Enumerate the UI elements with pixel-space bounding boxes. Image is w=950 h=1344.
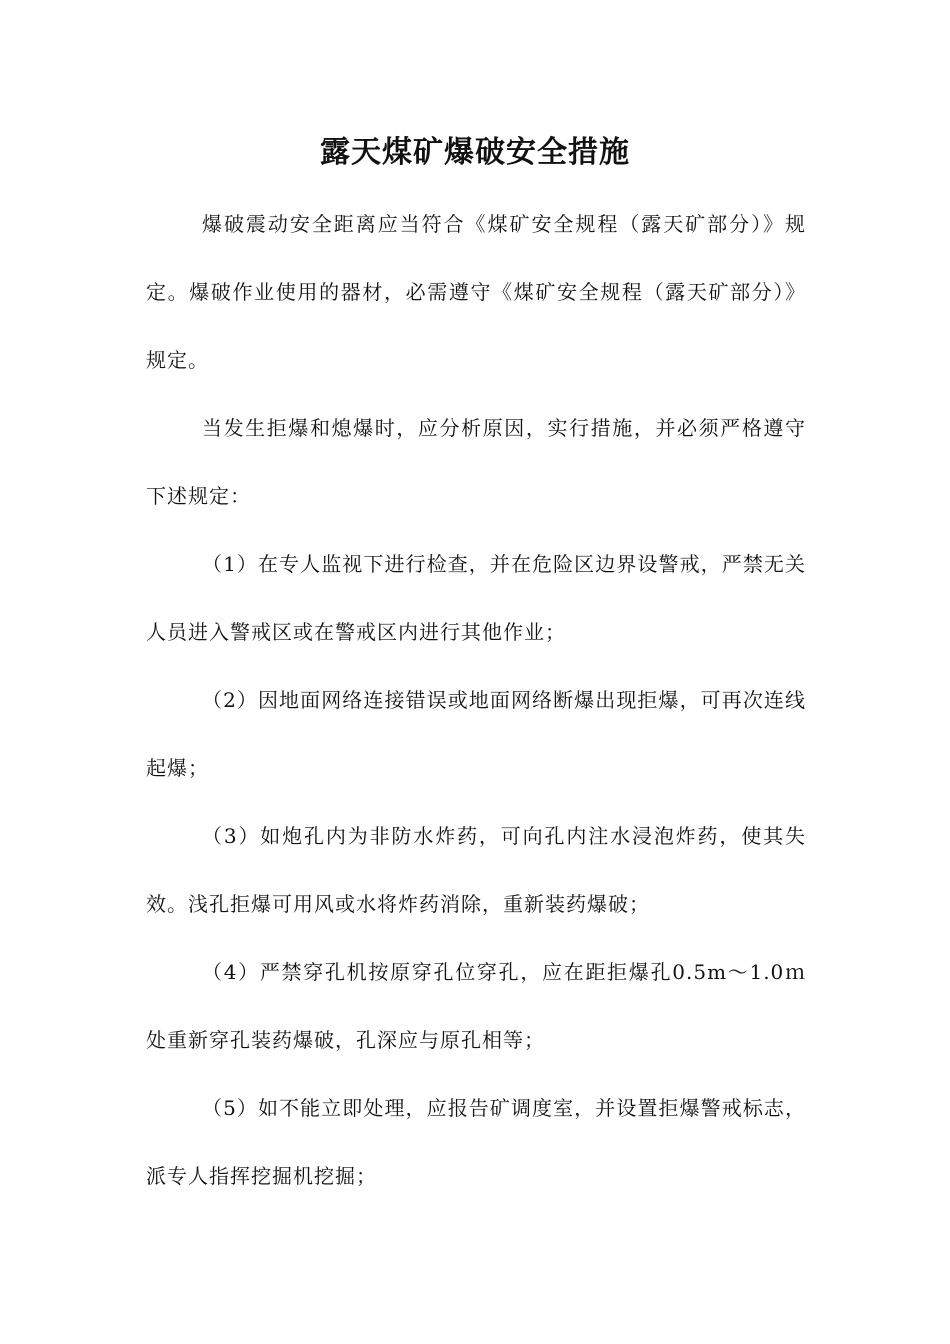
paragraph-rule-1: （1）在专人监视下进行检查，并在危险区边界设警戒，严禁无关人员进入警戒区或在警戒区内进行其他作业； [146,552,806,644]
paragraph-intro: 爆破震动安全距离应当符合《煤矿安全规程（露天矿部分）》规定。爆破作业使用的器材，必需遵守《煤矿安全规程（露天矿部分）》规定。 [146,212,806,372]
paragraph-rule-5: （5）如不能立即处理，应报告矿调度室，并设置拒爆警戒标志，派专人指挥挖掘机挖掘； [146,1096,806,1188]
paragraph-rule-4: （4）严禁穿孔机按原穿孔位穿孔，应在距拒爆孔0.5m～1.0ｍ处重新穿孔装药爆破，孔深应与原孔相等； [146,960,806,1052]
document-body [146,190,806,1210]
paragraph-rule-3: （3）如炮孔内为非防水炸药，可向孔内注水浸泡炸药，使其失效。浅孔拒爆可用风或水将炸药消除，重新装药爆破； [146,824,806,916]
paragraph-rule-2: （2）因地面网络连接错误或地面网络断爆出现拒爆，可再次连线起爆； [146,688,806,780]
document-title: 露天煤矿爆破安全措施 [320,135,630,170]
paragraph-misfire-rules: 当发生拒爆和熄爆时，应分析原因，实行措施，并必须严格遵守下述规定： [146,416,806,508]
